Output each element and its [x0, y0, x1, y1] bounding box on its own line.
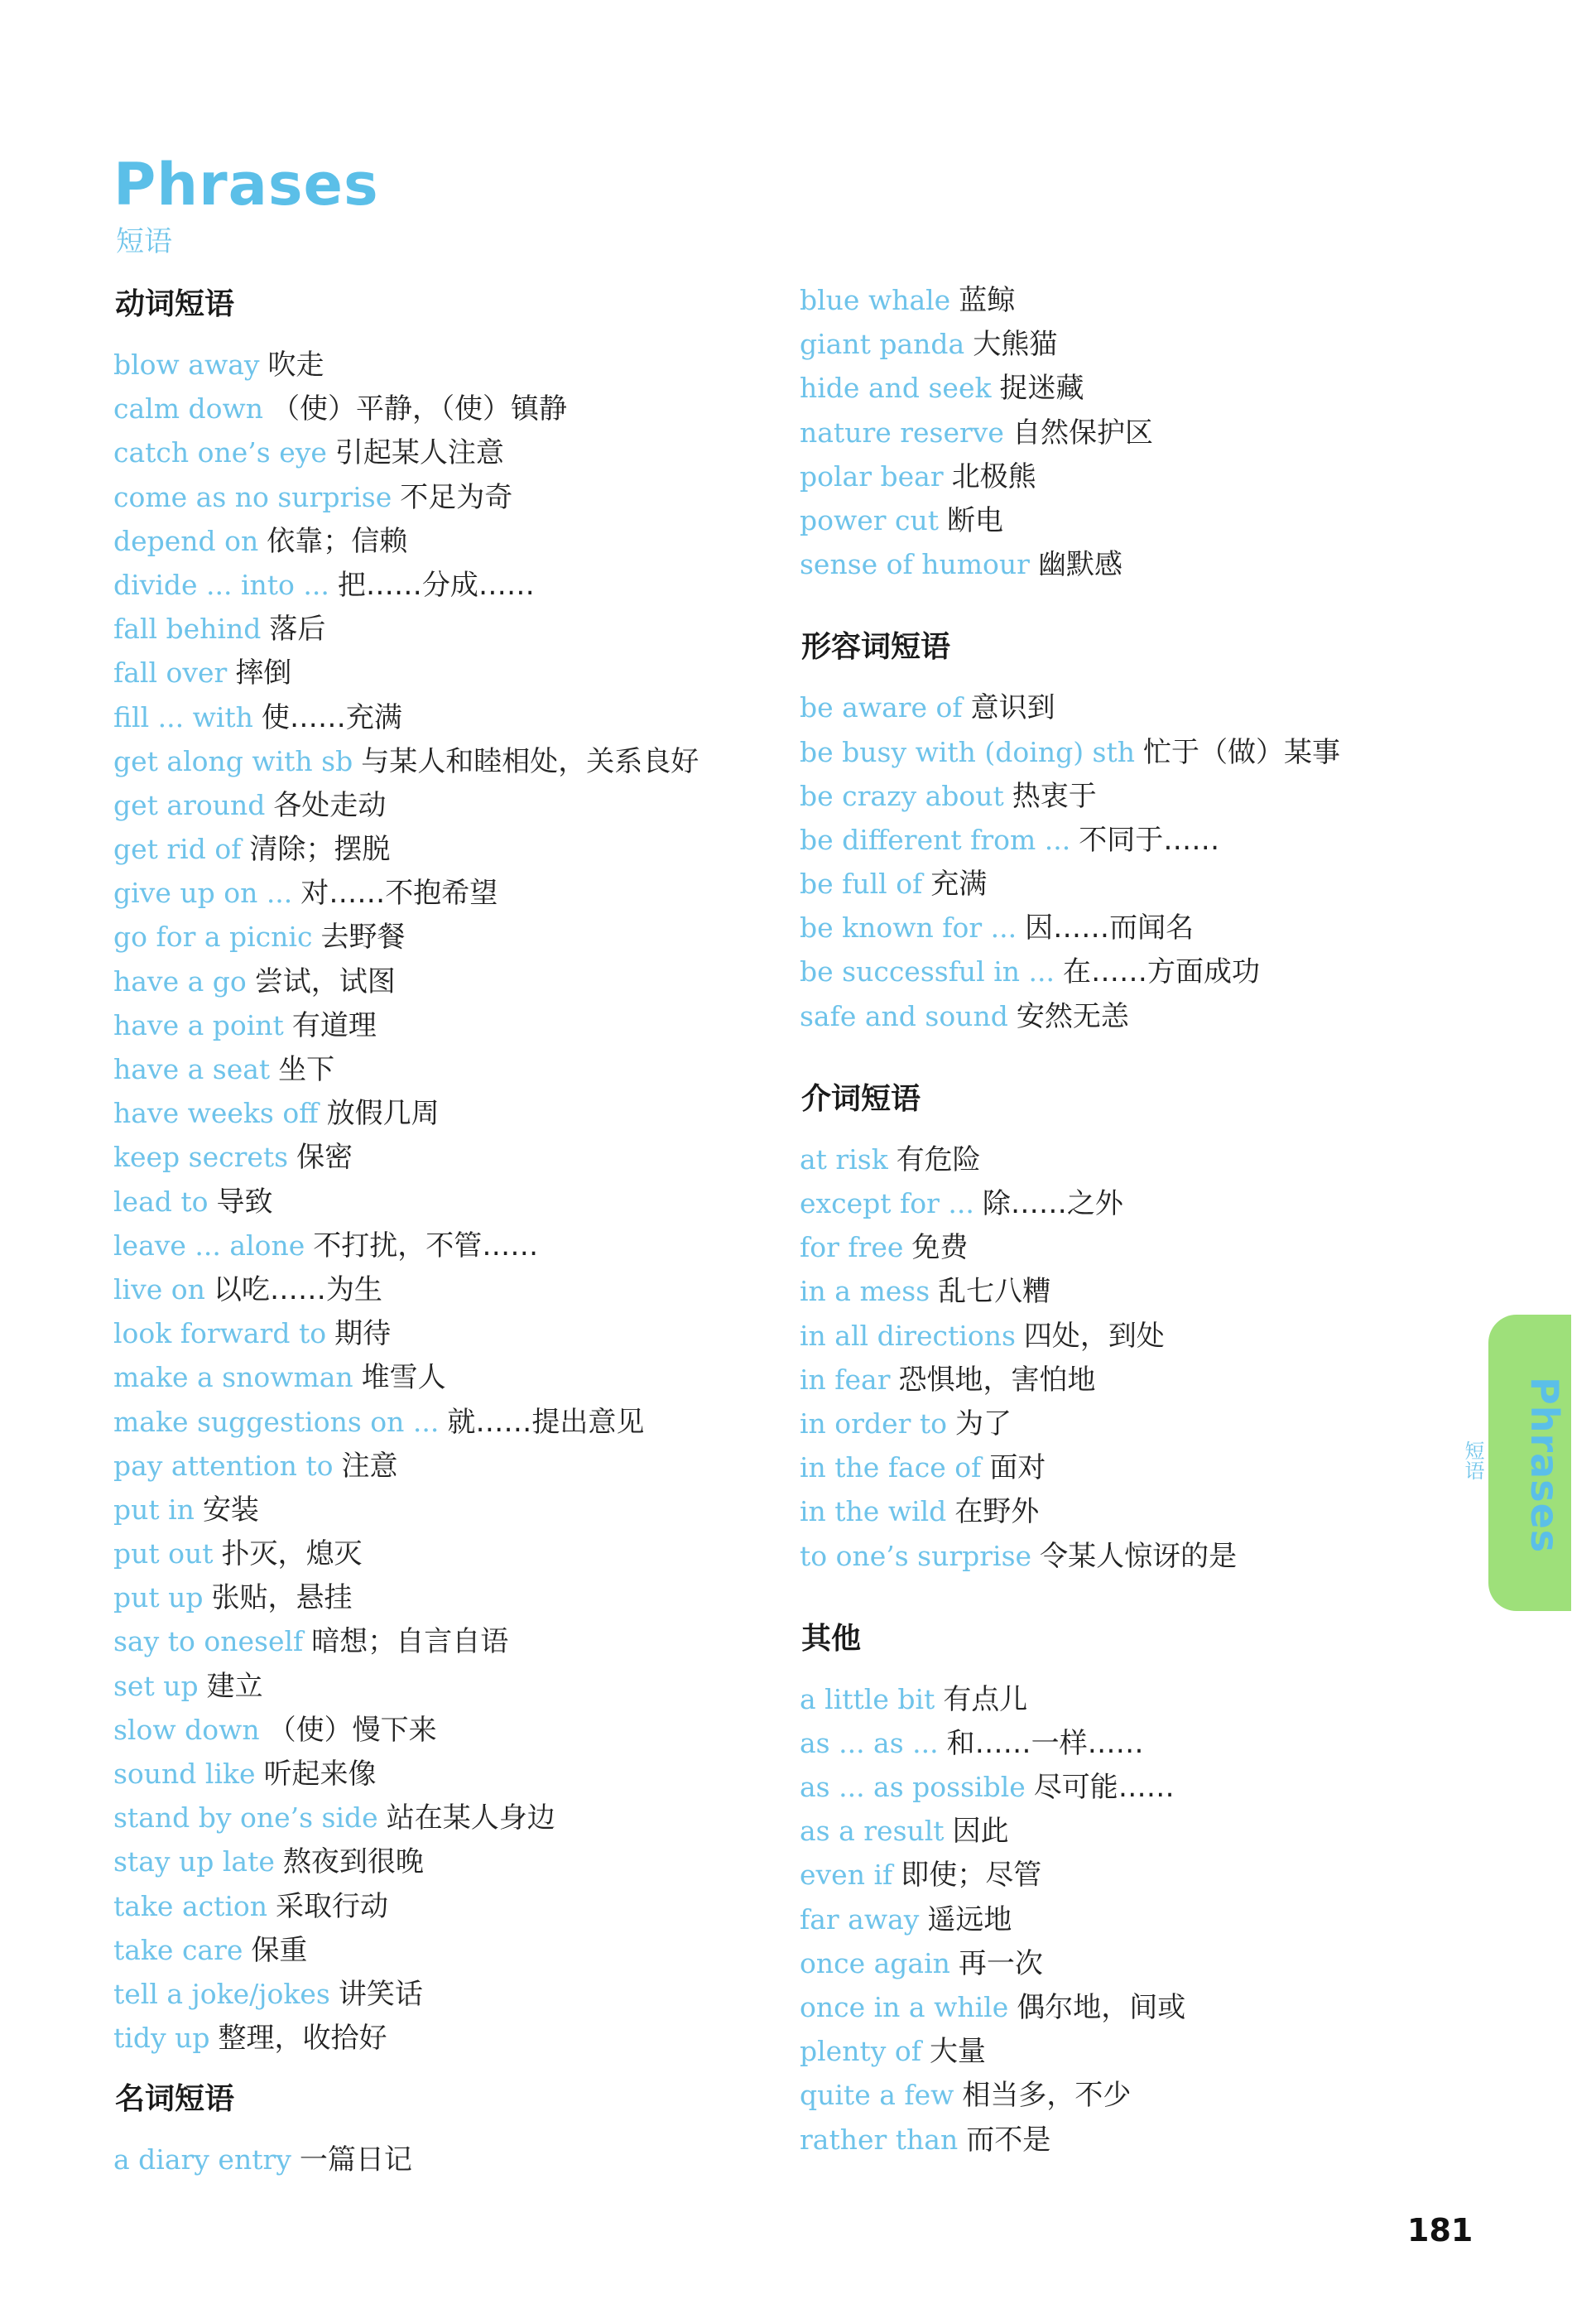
phrase-english: fill ... with	[113, 700, 253, 733]
phrase-chinese: 大量	[929, 2035, 986, 2069]
phrase-chinese: （使）慢下来	[267, 1713, 437, 1747]
phrase-english: have a point	[113, 1008, 284, 1041]
phrase-chinese: 即使；尽管	[901, 1859, 1042, 1893]
phrase-chinese: 扑灭，熄灭	[221, 1537, 363, 1571]
phrase-chinese: 采取行动	[276, 1889, 389, 1923]
phrase-entry	[113, 2138, 842, 2181]
noun-phrase-list-continued	[800, 278, 1528, 586]
phrase-english: slow down	[113, 1713, 260, 1746]
phrase-chinese: 和……一样……	[946, 1726, 1144, 1760]
phrase-chinese: 安装	[202, 1493, 259, 1527]
phrase-chinese: 而不是	[966, 2123, 1051, 2157]
phrase-entry	[800, 2073, 1528, 2117]
phrase-chinese: 幽默感	[1037, 548, 1122, 582]
phrase-entry	[113, 871, 842, 915]
phrase-entry	[113, 1400, 842, 1444]
phrase-entry	[113, 387, 842, 430]
phrase-english: tell a joke/jokes	[113, 1977, 330, 2010]
side-tab-label: Phrases	[1522, 1377, 1567, 1554]
phrase-entry	[800, 278, 1528, 322]
phrase-english: be successful in ...	[800, 955, 1055, 988]
phrase-entry	[113, 519, 842, 563]
phrase-english: divide ... into ...	[113, 568, 329, 601]
phrase-chinese: 清除；摆脱	[249, 833, 391, 867]
phrase-english: be crazy about	[800, 779, 1004, 812]
phrase-english: in a mess	[800, 1275, 930, 1308]
phrase-entry	[113, 1355, 842, 1399]
phrase-entry	[113, 1884, 842, 1928]
phrase-chinese: 尝试，试图	[254, 964, 396, 998]
phrase-entry	[800, 1489, 1528, 1533]
phrase-english: as a result	[800, 1815, 945, 1848]
phrase-english: sense of humour	[800, 548, 1030, 581]
noun-phrase-list	[113, 2138, 842, 2181]
phrase-chinese: 再一次	[958, 1946, 1043, 1980]
phrase-english: polar bear	[800, 459, 944, 493]
phrase-chinese: 有点儿	[943, 1682, 1028, 1716]
phrase-english: depend on	[113, 524, 259, 557]
phrase-chinese: 落后	[269, 613, 326, 647]
phrase-entry	[113, 1444, 842, 1488]
phrase-english: in fear	[800, 1363, 891, 1396]
phrase-chinese: 讲笑话	[338, 1977, 423, 2011]
phrase-english: as ... as possible	[800, 1771, 1026, 1804]
phrase-entry	[800, 862, 1528, 906]
phrase-english: take action	[113, 1889, 268, 1922]
phrase-entry	[800, 1225, 1528, 1269]
phrase-entry	[800, 994, 1528, 1038]
phrase-chinese: 在野外	[954, 1495, 1040, 1529]
phrase-english: giant panda	[800, 328, 965, 361]
phrase-chinese: 尽可能……	[1033, 1771, 1175, 1805]
phrase-chinese: 北极熊	[951, 459, 1036, 493]
phrase-chinese: 不同于……	[1079, 823, 1220, 857]
phrase-english: once again	[800, 1946, 950, 1979]
page-subtitle: 短语	[116, 225, 172, 258]
phrase-english: put up	[113, 1581, 204, 1614]
phrase-chinese: 安然无恙	[1016, 999, 1129, 1033]
phrase-english: as ... as ...	[800, 1726, 939, 1759]
phrase-entry	[800, 774, 1528, 818]
phrase-english: rather than	[800, 2123, 959, 2156]
phrase-english: say to oneself	[113, 1625, 304, 1658]
phrase-chinese: 除……之外	[982, 1187, 1123, 1220]
phrase-english: come as no surprise	[113, 480, 392, 513]
phrase-chinese: 期待	[334, 1317, 392, 1351]
phrase-english: be known for ...	[800, 911, 1017, 945]
phrase-chinese: 与某人和睦相处，关系良好	[361, 744, 699, 778]
phrase-english: in the wild	[800, 1495, 947, 1528]
phrase-english: power cut	[800, 503, 940, 536]
phrase-entry	[800, 730, 1528, 774]
phrase-english: have a seat	[113, 1053, 271, 1085]
phrase-chinese: 保密	[296, 1141, 353, 1175]
phrase-english: a diary entry	[113, 2143, 291, 2176]
phrase-entry	[800, 906, 1528, 950]
phrase-chinese: 把……分成……	[337, 568, 535, 602]
phrase-entry	[800, 1809, 1528, 1853]
phrase-chinese: 自然保护区	[1012, 416, 1153, 450]
adjective-phrases-heading: 形容词短语	[801, 630, 951, 665]
phrase-chinese: 暗想；自言自语	[311, 1625, 509, 1659]
phrase-entry	[113, 651, 842, 695]
phrase-english: for free	[800, 1231, 904, 1264]
phrase-entry	[800, 950, 1528, 993]
phrase-english: have a go	[113, 964, 247, 998]
phrase-chinese: 各处走动	[273, 788, 387, 822]
phrase-entry	[800, 1677, 1528, 1721]
phrase-english: have weeks off	[113, 1097, 319, 1130]
phrase-entry	[113, 1488, 842, 1532]
phrase-chinese: 听起来像	[263, 1758, 377, 1791]
phrase-english: calm down	[113, 392, 263, 426]
phrase-entry	[113, 2016, 842, 2060]
phrase-entry	[113, 563, 842, 607]
phrase-entry	[800, 366, 1528, 410]
phrase-entry	[113, 1003, 842, 1047]
phrase-entry	[800, 1721, 1528, 1765]
phrase-chinese: 放假几周	[326, 1097, 440, 1131]
phrase-entry	[800, 1358, 1528, 1402]
side-tab-label-wrap	[1520, 1325, 1570, 1606]
phrase-english: pay attention to	[113, 1449, 334, 1482]
phrase-english: make suggestions on ...	[113, 1405, 440, 1438]
phrase-entry	[800, 818, 1528, 862]
phrase-chinese: 免费	[911, 1231, 969, 1265]
phrase-entry	[113, 960, 842, 1003]
phrase-english: nature reserve	[800, 416, 1004, 449]
phrase-chinese: 吹走	[267, 349, 324, 382]
phrase-english: keep secrets	[113, 1141, 289, 1174]
phrase-entry	[800, 1941, 1528, 1985]
phrase-chinese: 不足为奇	[400, 480, 513, 514]
phrase-english: sound like	[113, 1758, 256, 1790]
phrase-chinese: 面对	[989, 1451, 1046, 1485]
phrase-english: quite a few	[800, 2079, 954, 2112]
phrase-entry	[800, 542, 1528, 586]
phrase-entry	[113, 1135, 842, 1179]
phrase-entry	[113, 1752, 842, 1796]
phrase-chinese: 热衷于	[1012, 779, 1097, 813]
phrase-chinese: 导致	[216, 1185, 273, 1219]
phrase-entry	[800, 1897, 1528, 1941]
phrase-chinese: 遥远地	[927, 1902, 1012, 1936]
phrase-entry	[800, 498, 1528, 542]
phrase-chinese: 坐下	[278, 1053, 335, 1086]
phrase-entry	[800, 411, 1528, 454]
phrase-chinese: 乱七八糟	[938, 1275, 1051, 1309]
phrase-english: safe and sound	[800, 999, 1008, 1032]
phrase-entry	[800, 1269, 1528, 1313]
phrase-english: to one’s surprise	[800, 1539, 1032, 1572]
phrase-english: put in	[113, 1493, 195, 1526]
phrase-english: at risk	[800, 1142, 888, 1176]
phrase-chinese: 依靠；信赖	[267, 524, 408, 558]
phrase-english: fall behind	[113, 613, 262, 646]
phrase-entry	[800, 1314, 1528, 1358]
phrase-entry	[113, 1532, 842, 1575]
phrase-entry	[113, 1267, 842, 1311]
phrase-entry	[113, 1180, 842, 1224]
phrase-chinese: 充满	[930, 868, 988, 902]
phrase-entry	[113, 739, 842, 783]
page-number: 181	[1407, 2212, 1473, 2248]
phrase-english: except for ...	[800, 1187, 974, 1219]
phrase-english: put out	[113, 1537, 214, 1570]
phrase-chinese: 注意	[341, 1449, 398, 1483]
phrase-english: even if	[800, 1859, 893, 1892]
phrase-entry	[113, 1708, 842, 1752]
phrase-english: once in a while	[800, 1991, 1009, 2023]
phrase-chinese: 意识到	[970, 691, 1055, 725]
phrase-chinese: 建立	[206, 1669, 263, 1703]
phrase-english: get around	[113, 788, 266, 821]
phrase-chinese: 因……而闻名	[1025, 911, 1195, 945]
phrase-chinese: 因此	[952, 1815, 1009, 1849]
phrase-english: go for a picnic	[113, 921, 313, 954]
phrase-chinese: 为了	[955, 1407, 1012, 1440]
phrase-entry	[800, 1445, 1528, 1489]
phrase-chinese: 就……提出意见	[447, 1405, 645, 1439]
phrase-entry	[113, 1972, 842, 2016]
phrase-chinese: 有危险	[896, 1142, 981, 1176]
phrase-entry	[113, 1619, 842, 1663]
phrase-chinese: 去野餐	[320, 921, 406, 955]
phrase-entry	[800, 685, 1528, 729]
phrase-english: catch one’s eye	[113, 436, 327, 469]
phrase-english: plenty of	[800, 2035, 921, 2068]
other-phrases-heading: 其他	[801, 1621, 862, 1656]
phrase-entry	[113, 1928, 842, 1972]
phrase-chinese: 保重	[251, 1933, 308, 1967]
phrase-entry	[113, 915, 842, 959]
side-tab-sublabel: 短语	[1461, 1440, 1484, 1480]
phrase-chinese: 恐惧地，害怕地	[898, 1363, 1096, 1397]
phrase-english: stand by one’s side	[113, 1801, 378, 1835]
phrase-chinese: 熬夜到很晚	[282, 1845, 424, 1879]
phrase-chinese: 以吃……为生	[213, 1272, 382, 1306]
phrase-chinese: 忙于（做）某事	[1143, 735, 1341, 769]
phrase-entry	[800, 454, 1528, 498]
phrase-english: stay up late	[113, 1845, 275, 1878]
phrase-english: in the face of	[800, 1451, 982, 1484]
phrase-entry	[800, 1137, 1528, 1181]
verb-phrases-heading: 动词短语	[115, 287, 235, 321]
phrase-english: in order to	[800, 1407, 947, 1440]
phrase-entry	[113, 783, 842, 827]
phrase-entry	[800, 1402, 1528, 1445]
phrase-entry	[113, 1311, 842, 1355]
phrase-chinese: 对……不抱希望	[300, 877, 498, 911]
phrase-english: tidy up	[113, 2022, 210, 2055]
phrase-entry	[113, 827, 842, 871]
phrase-english: give up on ...	[113, 877, 293, 910]
phrase-english: far away	[800, 1902, 920, 1936]
phrase-english: be aware of	[800, 691, 963, 724]
page-title: Phrases	[113, 151, 379, 219]
phrase-chinese: 令某人惊讶的是	[1040, 1539, 1238, 1573]
adjective-phrase-list	[800, 685, 1528, 1038]
phrase-chinese: 捉迷藏	[999, 372, 1084, 406]
left-column	[113, 285, 842, 2182]
phrase-english: take care	[113, 1933, 243, 1966]
phrase-chinese: 张贴，悬挂	[211, 1581, 353, 1615]
phrase-entry	[800, 322, 1528, 366]
phrase-entry	[800, 1534, 1528, 1578]
phrase-chinese: 大熊猫	[973, 328, 1058, 362]
phrase-english: in all directions	[800, 1319, 1016, 1352]
phrase-entry	[113, 343, 842, 387]
phrase-entry	[113, 1224, 842, 1267]
right-column	[800, 278, 1528, 2162]
phrase-english: look forward to	[113, 1317, 327, 1350]
phrase-chinese: 摔倒	[235, 656, 292, 690]
phrase-entry	[800, 1181, 1528, 1225]
phrase-chinese: 四处，到处	[1023, 1319, 1165, 1353]
phrase-english: be different from ...	[800, 823, 1071, 856]
phrase-english: get along with sb	[113, 744, 353, 777]
phrase-chinese: 一篇日记	[299, 2143, 412, 2177]
prepositional-phrases-heading: 介词短语	[801, 1081, 921, 1116]
phrase-entry	[113, 1796, 842, 1840]
phrase-chinese: 蓝鲸	[959, 284, 1016, 317]
phrase-english: a little bit	[800, 1682, 935, 1715]
phrase-chinese: 不打扰，不管……	[313, 1229, 539, 1262]
phrase-chinese: 在……方面成功	[1062, 955, 1260, 989]
noun-phrases-heading: 名词短语	[115, 2082, 235, 2117]
phrase-english: lead to	[113, 1185, 209, 1218]
phrase-chinese: 有道理	[291, 1008, 377, 1042]
phrase-entry	[113, 1091, 842, 1135]
phrase-entry	[800, 2029, 1528, 2073]
phrase-entry	[800, 1765, 1528, 1809]
phrase-entry	[800, 2118, 1528, 2162]
other-phrase-list	[800, 1677, 1528, 2162]
phrase-english: leave ... alone	[113, 1229, 305, 1262]
phrase-chinese: 使……充满	[261, 700, 402, 734]
phrase-chinese: 偶尔地，间或	[1017, 1991, 1186, 2024]
phrase-entry	[113, 430, 842, 474]
phrase-chinese: 引起某人注意	[334, 436, 504, 470]
phrase-chinese: 断电	[947, 503, 1004, 537]
phrase-entry	[113, 1047, 842, 1091]
phrase-english: blue whale	[800, 284, 951, 316]
phrase-chinese: 整理，收拾好	[218, 2022, 387, 2056]
phrase-chinese: 站在某人身边	[386, 1801, 555, 1835]
phrase-english: blow away	[113, 349, 260, 381]
phrase-entry	[113, 1664, 842, 1708]
phrase-entry	[113, 607, 842, 651]
phrase-english: get rid of	[113, 833, 242, 866]
verb-phrase-list	[113, 343, 842, 2060]
phrase-english: live on	[113, 1272, 205, 1306]
phrase-english: hide and seek	[800, 372, 992, 405]
phrase-entry	[800, 1985, 1528, 2029]
phrase-english: set up	[113, 1669, 199, 1702]
phrase-english: make a snowman	[113, 1361, 353, 1394]
phrase-entry	[113, 1575, 842, 1619]
phrase-english: be busy with (doing) sth	[800, 735, 1136, 768]
phrase-entry	[113, 695, 842, 739]
phrase-entry	[113, 475, 842, 519]
phrase-english: fall over	[113, 656, 228, 690]
prepositional-phrase-list	[800, 1137, 1528, 1578]
phrase-entry	[800, 1853, 1528, 1897]
phrase-chinese: 相当多，不少	[962, 2079, 1132, 2113]
phrase-entry	[113, 1840, 842, 1883]
phrase-chinese: （使）平静，（使）镇静	[271, 392, 567, 426]
phrase-chinese: 堆雪人	[361, 1361, 446, 1395]
phrase-english: be full of	[800, 868, 923, 901]
